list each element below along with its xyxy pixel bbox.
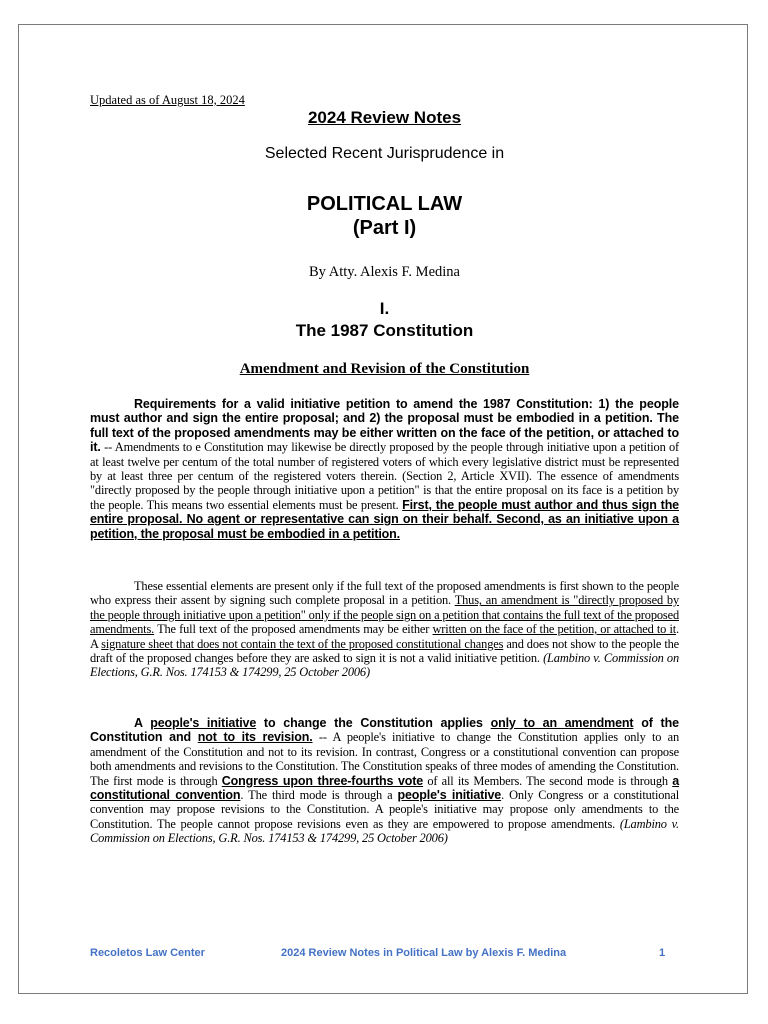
paragraph-1 (90, 397, 679, 541)
section-header (90, 298, 679, 342)
page-number: 1 (659, 947, 666, 959)
p3-text-4: . Only Congress or a constitutional convention may propose revisions to the Constitution. A people's initiative may propose only amendments to the Constitution. The people cannot propose revisions even as they are empowered to propose amendments. (90, 788, 679, 831)
p3-text-2: of all its Members. The second mode is through (423, 773, 673, 788)
p2-underline-3: signature sheet that does not contain the text of the proposed constitutional changes (101, 636, 504, 651)
p3-boldu-4: Congress upon three-fourths vote (221, 773, 424, 788)
paragraph-2 (90, 579, 679, 680)
paragraph-3 (90, 716, 679, 846)
p2-text-3: . A (90, 622, 679, 651)
section-title: The 1987 Constitution (295, 321, 474, 340)
p3-citation: (Lambino v. Commission on Elections, G.R. Nos. 174153 & 174299, 25 October 2006) (90, 816, 679, 846)
p3-bold-2: to change the Constitution applies (256, 716, 491, 730)
p2-underline-2: written on the face of the petition, or attached to it (432, 622, 677, 637)
p3-boldu-2: only to an amendment (490, 716, 634, 730)
updated-date: Updated as of August 18, 2024 (90, 93, 245, 107)
p3-boldu-1: people's initiative (150, 716, 257, 730)
p3-boldu-3: not to its revision. (197, 730, 313, 745)
p2-text-1: These essential elements are present only if the full text of the proposed amendments is first shown to the people who express their assent by signing such complete proposal in a petition. (90, 579, 679, 608)
p3-boldu-6: people's initiative (397, 788, 502, 803)
p3-bold-3: of the Constitution and (90, 716, 679, 745)
review-title: 2024 Review Notes (307, 108, 462, 127)
main-title-line2: (Part I) (352, 217, 417, 239)
topic-heading: Amendment and Revision of the Constitution (239, 361, 530, 377)
p3-text-1: -- A people's initiative to change the Constitution applies only to an amendment of the Constitution and not to its revision. In contrast, Congress or a constitutional convention can propose both amendments and revisions to the Constitution. The Constitution speaks of three modes of amending the Constitution. The first mode is through (90, 730, 680, 788)
p2-text-2: The full text of the proposed amendments may be either (154, 622, 433, 637)
p1-lead: Requirements for a valid initiative petition to amend the 1987 Constitution: 1) the people must author and sign the entire proposal; and 2) the proposal must be embodied in a petition. The full text of the proposed amendments may be either written on the face of the petition, or attached to it. (90, 397, 679, 455)
p2-citation: (Lambino v. Commission on Elections, G.R. Nos. 174153 & 174299, 25 October 2006) (90, 651, 680, 680)
p2-text-4: and does not show to the people the draft of the proposed changes before they are asked to sign it is not a valid initiative petition. (90, 636, 680, 666)
p1-emphasis: First, the people must author and thus sign the entire proposal. No agent or representative can sign on their behalf. Second, as an initiative upon a petition, the proposal must be embodied in a petition. (90, 497, 679, 541)
p3-text-3: . The third mode is through a (240, 788, 398, 803)
p2-underline-1: Thus, an amendment is "directly proposed by the people through initiative upon a petition" only if the people sign on a petition that contains the full text of the proposed amendments. (90, 593, 679, 637)
footer-left: Recoletos Law Center (90, 947, 205, 959)
section-number: I. (379, 299, 390, 318)
subtitle: Selected Recent Jurisprudence in (264, 145, 505, 162)
footer-middle: 2024 Review Notes in Political Law by Alexis F. Medina (281, 947, 567, 959)
p3-bold-1: A (134, 716, 151, 730)
author-line: By Atty. Alexis F. Medina (309, 264, 460, 280)
main-title-line1: POLITICAL LAW (306, 193, 463, 215)
main-title (90, 192, 679, 240)
p1-body: -- Amendments to e Constitution may likewise be directly proposed by the people through initiative upon a petition of at least twelve per centum of the total number of registered voters of which every legislative district must be represented by at least three per centum of the registered voters therein. (Section 2, Article XVII). The essence of amendments "directly proposed by the people through initiative upon a petition" is that the entire proposal on its face is a petition by the people. This means two essential elements must be present. (90, 440, 679, 512)
p3-boldu-5: a constitutional convention (90, 773, 679, 803)
